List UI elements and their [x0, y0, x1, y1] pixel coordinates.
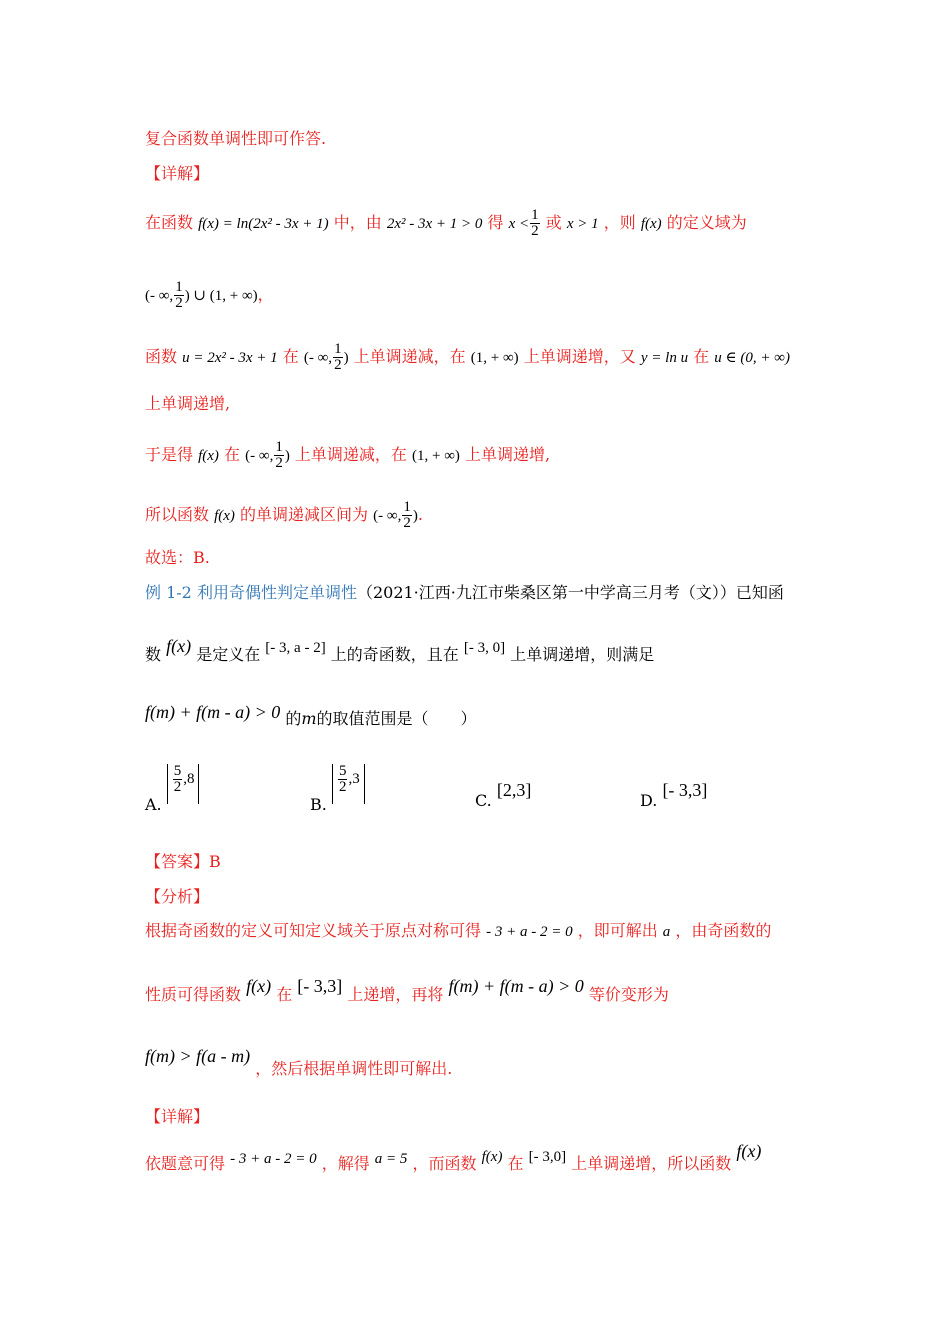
formula: a = 5 — [374, 1151, 408, 1167]
formula: [- 3, a - 2] — [265, 640, 326, 656]
formula: f(x) — [246, 976, 272, 996]
fraction: $\frac{1}{2}$ — [175, 279, 183, 311]
text: 上单调递减，在 — [353, 347, 466, 366]
text: 在 — [693, 347, 710, 366]
example-line-3 — [145, 702, 477, 730]
option-label: C. — [475, 791, 492, 810]
text: 上单调递增, — [465, 445, 551, 464]
text: 等价变形为 — [588, 985, 669, 1004]
fraction: $\frac{1}{2}$ — [275, 439, 283, 471]
formula: f(x) — [166, 636, 192, 656]
option-label: B. — [310, 794, 327, 814]
fraction: $\frac{1}{2}$ — [531, 207, 539, 239]
text: 的定义域为 — [666, 213, 747, 232]
formula: f(x) — [198, 448, 219, 464]
formula: ) — [284, 448, 290, 464]
text: 的单调递减区间为 — [240, 505, 369, 524]
text: 的取值范围是（ ） — [316, 709, 477, 728]
section-label-detail: 【详解】 — [145, 164, 210, 183]
text-line-conclusion-1 — [145, 440, 550, 471]
text: 在 — [507, 1154, 524, 1173]
formula: f(m) + f(m - a) > 0 — [145, 702, 281, 722]
formula: x > 1 — [566, 216, 599, 232]
formula: f(x) — [214, 508, 235, 524]
text-line-intro: 复合函数单调性即可作答. — [145, 129, 327, 148]
text: 中，由 — [333, 213, 382, 232]
text: 上单调递增，则满足 — [510, 645, 655, 664]
formula: (- ∞, — [145, 288, 174, 304]
formula: (1, + ∞) — [470, 350, 519, 366]
formula: ) — [412, 508, 418, 524]
fraction: $\frac{5}{2}$ — [173, 763, 182, 795]
formula: x < — [508, 216, 530, 232]
formula: f(x) = ln(2x² - 3x + 1) — [198, 216, 329, 232]
example-title: 例 1-2 利用奇偶性判定单调性 — [145, 583, 357, 602]
option-value: [- 3,3] — [662, 780, 708, 800]
option-value: [2,3] — [496, 780, 532, 800]
text: 是定义在 — [196, 645, 261, 664]
section-label-analysis: 【分析】 — [145, 887, 210, 906]
option-c[interactable] — [475, 780, 532, 810]
text: 依题意可得 — [145, 1154, 226, 1173]
text: ，解得 — [321, 1154, 370, 1173]
text: ，然后根据单调性即可解出. — [255, 1059, 453, 1078]
text: 所以函数 — [145, 505, 210, 524]
text: ，而函数 — [412, 1154, 477, 1173]
text: 在函数 — [145, 213, 194, 232]
text: ，由奇函数的 — [675, 921, 772, 940]
text: 上单调递增，所以函数 — [571, 1154, 732, 1173]
formula: f(x) — [640, 216, 662, 232]
formula: f(m) > f(a - m) — [145, 1046, 251, 1066]
text: ， — [257, 285, 274, 304]
text: . — [417, 505, 423, 524]
text-line-domain — [145, 208, 747, 239]
formula: (- ∞, — [245, 448, 274, 464]
formula: [- 3,3] — [297, 976, 343, 996]
formula: f(x) — [736, 1141, 762, 1161]
text: 上单调递减，在 — [294, 445, 407, 464]
text: 或 — [545, 213, 562, 232]
text-line-increasing: 上单调递增, — [145, 394, 231, 413]
fraction: $\frac{1}{2}$ — [334, 341, 342, 373]
answer-line: 【答案】B — [145, 852, 221, 871]
formula: (1, + ∞) — [412, 448, 460, 464]
text: 上的奇函数，且在 — [330, 645, 459, 664]
text: 上单调递增，又 — [523, 347, 636, 366]
formula: y = ln u — [640, 350, 689, 366]
text: 性质可得函数 — [145, 985, 242, 1004]
text: 上递增，再将 — [347, 985, 444, 1004]
text: 数 — [145, 645, 162, 664]
formula: 2x² - 3x + 1 > 0 — [386, 216, 483, 232]
text: 在 — [282, 347, 299, 366]
formula: [- 3, 0] — [463, 640, 506, 656]
analysis-line-2 — [145, 976, 669, 1006]
text: 在 — [276, 985, 293, 1004]
formula: [- 3,0] — [528, 1149, 567, 1165]
example-source: （2021·江西·九江市柴桑区第一中学高三月考（文））已知函 — [356, 583, 784, 602]
formula: u = 2x² - 3x + 1 — [182, 350, 278, 366]
option-value: $\frac{5}{2}$ ,3 — [332, 764, 365, 804]
formula: ) — [343, 350, 349, 366]
text: 于是得 — [145, 445, 194, 464]
section-label-detail-2: 【详解】 — [145, 1107, 210, 1126]
option-value: $\frac{5}{2}$ ,8 — [167, 764, 200, 804]
text: ，即可解出 — [577, 921, 658, 940]
text-line-inner-function — [145, 342, 790, 373]
text: 在 — [224, 445, 241, 464]
option-b[interactable] — [310, 763, 365, 814]
fraction: $\frac{1}{2}$ — [403, 499, 411, 531]
option-a[interactable] — [145, 763, 199, 814]
example-heading — [145, 582, 784, 604]
text-line-choice: 故选：B. — [145, 548, 210, 567]
detail-line-1 — [145, 1141, 762, 1176]
analysis-line-3 — [145, 1046, 453, 1080]
analysis-line-1 — [145, 920, 771, 943]
text: 根据奇函数的定义可知定义域关于原点对称可得 — [145, 921, 482, 940]
formula: (- ∞, — [303, 350, 333, 366]
text: 的 — [285, 709, 302, 728]
formula: (- ∞, — [373, 508, 402, 524]
formula: u ∈ (0, + ∞) — [714, 350, 790, 366]
text-line-domain-result — [145, 280, 274, 311]
option-label: D. — [640, 791, 658, 810]
formula: f(x) — [481, 1149, 503, 1165]
text: 函数 — [145, 347, 178, 366]
fraction: $\frac{5}{2}$ — [338, 763, 347, 795]
formula: ) ∪ (1, + ∞) — [184, 288, 258, 304]
formula: f(m) + f(m - a) > 0 — [448, 976, 584, 996]
option-d[interactable] — [640, 780, 708, 810]
formula: - 3 + a - 2 = 0 — [486, 924, 573, 940]
variable: m — [301, 709, 317, 728]
text: ，则 — [603, 213, 636, 232]
example-line-2 — [145, 636, 655, 667]
text: 得 — [487, 213, 504, 232]
option-label: A. — [145, 794, 162, 814]
formula: - 3 + a - 2 = 0 — [230, 1151, 317, 1167]
text-line-conclusion-2 — [145, 500, 423, 531]
formula: a — [662, 924, 671, 940]
